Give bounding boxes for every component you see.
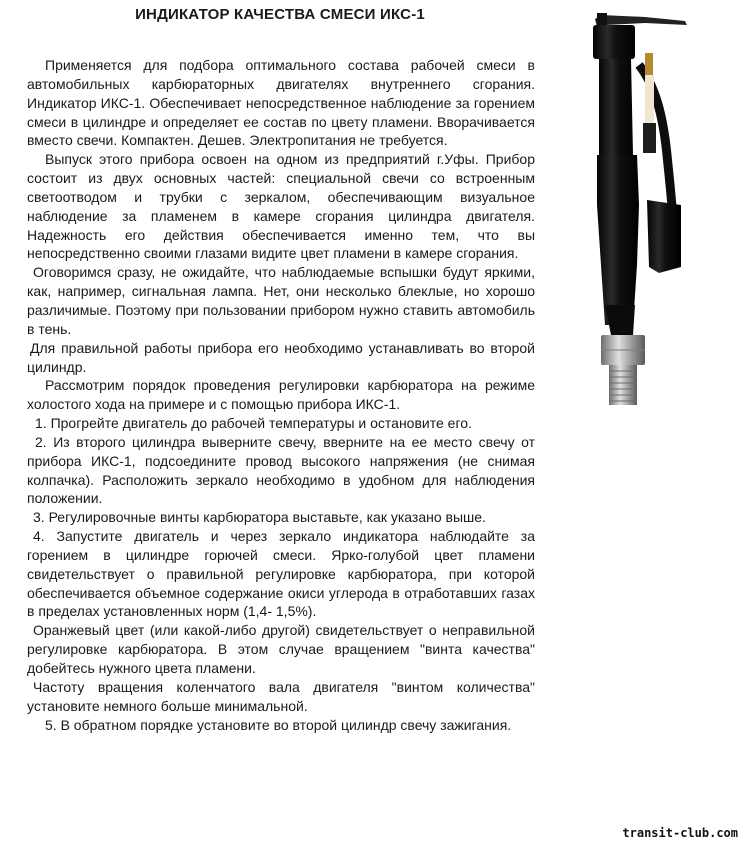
cable-insulator: [645, 75, 654, 123]
step-1: 1. Прогрейте двигатель до рабочей температуры и остановите его.: [35, 415, 472, 432]
watermark: transit-club.com: [622, 826, 738, 840]
paragraph-production: Выпуск этого прибора освоен на одном из предприятий г.Уфы. Прибор состоит из двух основных частей: специальной свечи со встроенным светоотводом и трубки с зеркалом, обеспечивающим визуальное наблюдение за пламенем в камере сгорания цилиндра двигателя. Надежность его действия обеспечивается именно тем, что вы непосредственно своими глазами видите цвет пламени в камере сгорания.: [27, 151, 535, 262]
cable-boot: [647, 200, 681, 273]
page-title: ИНДИКАТОР КАЧЕСТВА СМЕСИ ИКС-1: [135, 6, 425, 23]
step-3: 3. Регулировочные винты карбюратора выставьте, как указано выше.: [33, 509, 486, 526]
paragraph-procedure: Рассмотрим порядок проведения регулировки карбюратора на режиме холостого хода на примере и с помощью прибора ИКС-1.: [27, 377, 535, 413]
device-nozzle: [605, 305, 635, 335]
device-grip: [597, 155, 639, 325]
paragraph-idle-speed: Частоту вращения коленчатого вала двигателя "винтом количества" установите немного больше минимальной.: [27, 678, 535, 714]
cable-connector-brass: [645, 53, 653, 75]
step-4: 4. Запустите двигатель и через зеркало индикатора наблюдайте за горением в цилиндре горючей смеси. Ярко-голубой цвет пламени свидетельствует о правильной регулировке карбюратора, при которой обеспечивается объемное содержание окиси углерода в отработавших газах в пределах установленных норм (1,4- 1,5%).: [27, 528, 535, 620]
mirror-clip: [597, 13, 607, 27]
paragraph-caveat: Оговоримся сразу, не ожидайте, что наблюдаемые вспышки будут яркими, как, например, сигнальная лампа. Нет, они несколько блеклые, но хорошо различимые. Поэтому при пользовании прибором нужно ставить автомобиль в тень.: [27, 264, 535, 337]
paragraph-cylinder: Для правильной работы прибора его необходимо устанавливать во второй цилиндр.: [27, 339, 535, 375]
step-2: 2. Из второго цилиндра выверните свечу, вверните на ее место свечу от прибора ИКС-1, подсоедините провод высокого напряжения (не снимая колпачка). Расположить зеркало необходимо в удобном для наблюдения положении.: [27, 433, 535, 507]
iks1-device-image: [575, 5, 705, 415]
paragraph-intro: Применяется для подбора оптимального состава рабочей смеси в автомобильных карбюраторных двигателях внутреннего сгорания. Индикатор ИКС-1. Обеспечивает непосредственное наблюдение за горением смеси в цилиндре и определяет ее состав по цвету пламени. Вворачивается вместо свечи. Компактен. Дешев. Электропитания не требуется.: [27, 57, 535, 149]
step-5: 5. В обратном порядке установите во второй цилиндр свечу зажигания.: [45, 716, 512, 733]
cable-sleeve: [643, 123, 656, 153]
paragraph-orange: Оранжевый цвет (или какой-либо другой) свидетельствует о неправильной регулировке карбюратора. В этом случае вращением "винта качества" добейтесь нужного цвета пламени.: [27, 622, 535, 676]
article-body: [27, 56, 535, 734]
device-head: [593, 25, 635, 59]
